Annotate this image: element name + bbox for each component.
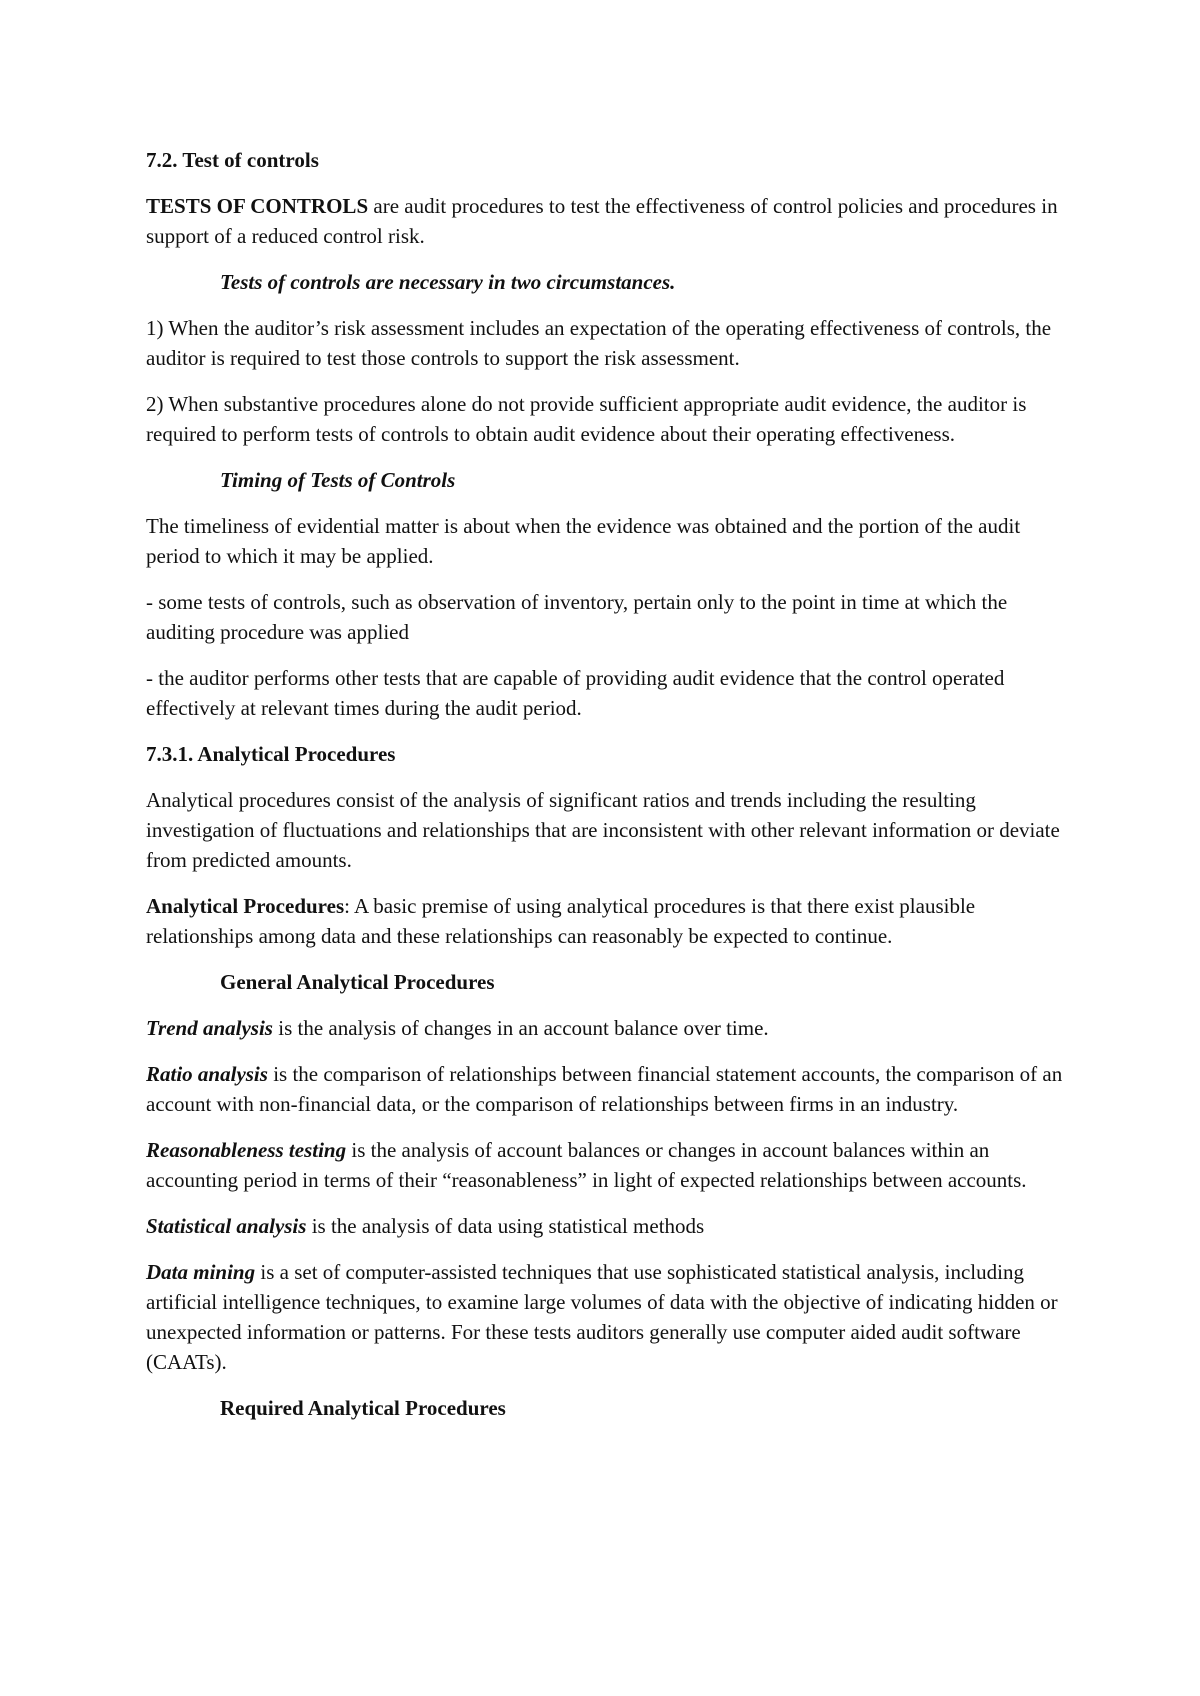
circumstance-2: 2) When substantive procedures alone do not provide sufficient appropriate audit evidence, the auditor is required to perform tests of controls to obtain audit evidence about their operating effectiveness. — [146, 392, 1027, 446]
item-text: is a set of computer-assisted techniques that use sophisticated statistical analysis, including artificial intelligence techniques, to examine large volumes of data with the objective of indicating hidden or unexpected information or patterns. For these tests auditors generally use computer aided audit software (CAATs). — [146, 1260, 1058, 1374]
item-text: is the analysis of changes in an account balance over time. — [272, 1016, 769, 1040]
subheading-general-analytical-procedures: General Analytical Procedures — [220, 970, 495, 994]
tests-of-controls-definition — [146, 191, 1076, 251]
item-term: Reasonableness testing — [146, 1138, 347, 1162]
subheading-required-analytical-procedures: Required Analytical Procedures — [220, 1396, 506, 1420]
premise-term: Analytical Procedures — [146, 894, 345, 918]
premise-text: : A basic premise of using analytical procedures is that there exist plausible relationships among data and these relationships can reasonably be expected to continue. — [146, 894, 976, 948]
analytical-procedures-premise — [146, 891, 1076, 951]
subheading-timing: Timing of Tests of Controls — [220, 468, 456, 492]
section-heading-test-of-controls: 7.2. Test of controls — [146, 148, 319, 172]
item-term: Trend analysis — [146, 1016, 273, 1040]
subheading-circumstances: Tests of controls are necessary in two circumstances. — [220, 270, 676, 294]
item-text: is the analysis of account balances or changes in account balances within an accounting period in terms of their “reasonableness” in light of expected relationships between accounts. — [146, 1138, 1027, 1192]
list-item — [146, 1135, 1076, 1195]
item-term: Data mining — [146, 1260, 256, 1284]
analytical-procedures-intro: Analytical procedures consist of the analysis of significant ratios and trends including the resulting investigation of fluctuations and relationships that are inconsistent with other relevant information or deviate from predicted amounts. — [146, 788, 1060, 872]
item-text: is the analysis of data using statistical methods — [306, 1214, 705, 1238]
circumstance-1: 1) When the auditor’s risk assessment includes an expectation of the operating effectiveness of controls, the auditor is required to test those controls to support the risk assessment. — [146, 316, 1052, 370]
document-body — [146, 145, 1076, 1423]
timing-bullet-2: - the auditor performs other tests that are capable of providing audit evidence that the control operated effectively at relevant times during the audit period. — [146, 666, 1005, 720]
item-term: Ratio analysis — [146, 1062, 268, 1086]
definition-text: are audit procedures to test the effectiveness of control policies and procedures in support of a reduced control risk. — [146, 194, 1058, 248]
list-item — [146, 1013, 1076, 1043]
list-item — [146, 1059, 1076, 1119]
list-item — [146, 1211, 1076, 1241]
item-term: Statistical analysis — [146, 1214, 307, 1238]
section-heading-analytical-procedures: 7.3.1. Analytical Procedures — [146, 742, 396, 766]
list-item — [146, 1257, 1076, 1377]
item-text: is the comparison of relationships between financial statement accounts, the comparison of an account with non-financial data, or the comparison of relationships between firms in an industry. — [146, 1062, 1063, 1116]
timing-bullet-1: - some tests of controls, such as observation of inventory, pertain only to the point in time at which the auditing procedure was applied — [146, 590, 1008, 644]
definition-term: TESTS OF CONTROLS — [146, 194, 369, 218]
timing-text: The timeliness of evidential matter is about when the evidence was obtained and the portion of the audit period to which it may be applied. — [146, 514, 1021, 568]
